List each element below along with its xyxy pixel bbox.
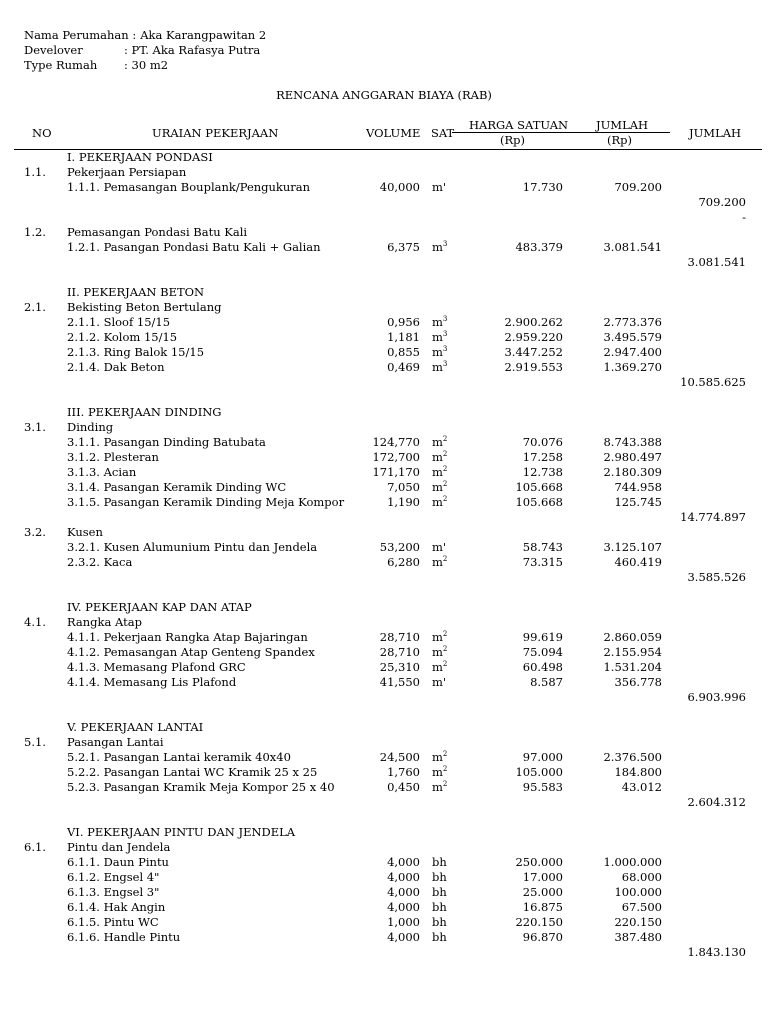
header-uraian: URAIAN PEKERJAAN <box>152 126 279 140</box>
item-unit-price: 105.668 <box>515 480 563 494</box>
header-volume: VOLUME <box>366 126 421 140</box>
item-unit: m' <box>432 540 447 554</box>
item-unit-price: 25.000 <box>522 885 563 899</box>
item-volume: 4,000 <box>387 900 420 914</box>
item-description: 6.1.3. Engsel 3" <box>67 885 160 899</box>
type-label: Type Rumah <box>24 58 98 72</box>
table-row <box>0 540 768 555</box>
header-sat: SAT <box>431 126 455 140</box>
section-total: 1.843.130 <box>687 945 746 959</box>
item-number: 5.1. <box>24 735 46 749</box>
item-amount: 220.150 <box>614 915 662 929</box>
item-volume: 4,000 <box>387 855 420 869</box>
developer-label: Develover <box>24 43 83 57</box>
table-row <box>0 285 768 300</box>
table-row <box>0 765 768 780</box>
table-row <box>0 360 768 375</box>
item-description: 5.2.3. Pasangan Kramik Meja Kompor 25 x 40 <box>67 780 335 794</box>
page-title: RENCANA ANGGARAN BIAYA (RAB) <box>276 88 492 102</box>
item-unit: $m^2$ <box>432 630 448 644</box>
item-description: 4.1.1. Pekerjaan Rangka Atap Bajaringan <box>67 630 308 644</box>
item-amount: 8.743.388 <box>603 435 662 449</box>
subtotal-row <box>0 195 768 210</box>
item-number: 3.2. <box>24 525 46 539</box>
item-unit-price: 96.870 <box>522 930 563 944</box>
item-description: 2.1.1. Sloof 15/15 <box>67 315 171 329</box>
item-volume: 4,000 <box>387 930 420 944</box>
table-row <box>0 780 768 795</box>
table-row <box>0 495 768 510</box>
table-row <box>0 735 768 750</box>
item-description: 2.1.2. Kolom 15/15 <box>67 330 178 344</box>
item-number: 3.1. <box>24 420 46 434</box>
item-amount: 68.000 <box>621 870 662 884</box>
item-amount: 2.180.309 <box>603 465 662 479</box>
table-row <box>0 900 768 915</box>
item-description: Rangka Atap <box>67 615 142 629</box>
item-unit: bh <box>432 915 447 929</box>
item-unit-price: 75.094 <box>522 645 563 659</box>
item-amount: 1.000.000 <box>603 855 662 869</box>
item-description: 1.2.1. Pasangan Pondasi Batu Kali + Galian <box>67 240 321 254</box>
table-header <box>0 118 768 148</box>
item-volume: 1,181 <box>387 330 420 344</box>
item-unit: $m^2$ <box>432 660 448 674</box>
subtotal-row <box>0 795 768 810</box>
table-row <box>0 180 768 195</box>
section-total: 709.200 <box>698 195 746 209</box>
item-volume: 6,280 <box>387 555 420 569</box>
item-amount: 3.081.541 <box>603 240 662 254</box>
table-row <box>0 270 768 285</box>
item-unit-price: 95.583 <box>522 780 563 794</box>
project-info <box>24 28 266 73</box>
table-row <box>0 405 768 420</box>
header-jumlah: JUMLAH <box>596 118 649 132</box>
item-number: 4.1. <box>24 615 46 629</box>
table-row <box>0 240 768 255</box>
table-row <box>0 645 768 660</box>
section-total: 14.774.897 <box>680 510 746 524</box>
item-number: 2.1. <box>24 300 46 314</box>
item-unit: bh <box>432 900 447 914</box>
item-description: VI. PEKERJAAN PINTU DAN JENDELA <box>67 825 296 839</box>
item-description: 5.2.2. Pasangan Lantai WC Kramik 25 x 25 <box>67 765 318 779</box>
item-volume: 41,550 <box>379 675 420 689</box>
item-volume: 124,770 <box>372 435 420 449</box>
table-row <box>0 315 768 330</box>
item-unit: bh <box>432 855 447 869</box>
item-unit: $m^2$ <box>432 435 448 449</box>
table-row <box>0 150 768 165</box>
table-row <box>0 720 768 735</box>
item-volume: 40,000 <box>379 180 420 194</box>
item-unit: $m^3$ <box>432 315 448 329</box>
table-row <box>0 555 768 570</box>
header-harga-unit: (Rp) <box>500 133 525 147</box>
type-value: : 30 m2 <box>124 58 169 72</box>
item-unit-price: 58.743 <box>522 540 563 554</box>
item-volume: 6,375 <box>387 240 420 254</box>
subtotal-row <box>0 945 768 960</box>
item-amount: 67.500 <box>621 900 662 914</box>
item-amount: 460.419 <box>614 555 662 569</box>
item-unit-price: 105.668 <box>515 495 563 509</box>
item-description: Pintu dan Jendela <box>67 840 171 854</box>
item-unit: $m^3$ <box>432 345 448 359</box>
item-unit-price: 12.738 <box>522 465 563 479</box>
item-unit-price: 17.000 <box>522 870 563 884</box>
item-unit: $m^2$ <box>432 765 448 779</box>
item-unit-price: 99.619 <box>522 630 563 644</box>
rab-table-body <box>0 150 768 960</box>
item-description: 6.1.2. Engsel 4" <box>67 870 160 884</box>
table-row <box>0 840 768 855</box>
table-row <box>0 810 768 825</box>
item-unit-price: 483.379 <box>515 240 563 254</box>
subtotal-row <box>0 570 768 585</box>
subtotal-row <box>0 510 768 525</box>
table-row <box>0 885 768 900</box>
item-unit: $m^3$ <box>432 240 448 254</box>
item-volume: 0,469 <box>387 360 420 374</box>
item-unit-price: 17.730 <box>522 180 563 194</box>
item-volume: 28,710 <box>379 645 420 659</box>
table-row <box>0 465 768 480</box>
item-volume: 0,855 <box>387 345 420 359</box>
item-unit-price: 105.000 <box>515 765 563 779</box>
nama-value: Aka Karangpawitan 2 <box>140 28 267 42</box>
item-description: 2.1.3. Ring Balok 15/15 <box>67 345 205 359</box>
item-unit-price: 3.447.252 <box>504 345 563 359</box>
item-unit: $m^2$ <box>432 480 448 494</box>
item-volume: 4,000 <box>387 870 420 884</box>
item-description: II. PEKERJAAN BETON <box>67 285 205 299</box>
item-description: 5.2.1. Pasangan Lantai keramik 40x40 <box>67 750 291 764</box>
item-number: 1.1. <box>24 165 46 179</box>
item-description: III. PEKERJAAN DINDING <box>67 405 222 419</box>
table-row <box>0 855 768 870</box>
item-volume: 171,170 <box>372 465 420 479</box>
item-unit-price: 73.315 <box>522 555 563 569</box>
item-amount: 744.958 <box>614 480 662 494</box>
item-unit: $m^2$ <box>432 450 448 464</box>
table-row <box>0 165 768 180</box>
table-row <box>0 330 768 345</box>
item-unit: $m^3$ <box>432 330 448 344</box>
nama-label: Nama Perumahan : <box>24 28 137 42</box>
item-description: I. PEKERJAAN PONDASI <box>67 150 213 164</box>
item-unit-price: 97.000 <box>522 750 563 764</box>
item-description: Dinding <box>67 420 114 434</box>
item-volume: 1,760 <box>387 765 420 779</box>
table-row <box>0 915 768 930</box>
table-row <box>0 825 768 840</box>
item-unit: bh <box>432 870 447 884</box>
item-description: 6.1.4. Hak Angin <box>67 900 166 914</box>
item-unit: $m^2$ <box>432 465 448 479</box>
item-unit: $m^2$ <box>432 645 448 659</box>
item-volume: 1,000 <box>387 915 420 929</box>
section-total: 6.903.996 <box>687 690 746 704</box>
item-description: 1.1.1. Pemasangan Bouplank/Pengukuran <box>67 180 311 194</box>
table-row <box>0 345 768 360</box>
item-unit-price: 17.258 <box>522 450 563 464</box>
item-amount: 184.800 <box>614 765 662 779</box>
item-unit: $m^2$ <box>432 750 448 764</box>
item-volume: 7,050 <box>387 480 420 494</box>
subtotal-row <box>0 255 768 270</box>
item-description: 6.1.1. Daun Pintu <box>67 855 169 869</box>
item-unit: $m^3$ <box>432 360 448 374</box>
subtotal-row <box>0 690 768 705</box>
section-total: 3.081.541 <box>687 255 746 269</box>
item-description: 4.1.3. Memasang Plafond GRC <box>67 660 246 674</box>
item-description: 4.1.2. Pemasangan Atap Genteng Spandex <box>67 645 315 659</box>
item-amount: 709.200 <box>614 180 662 194</box>
item-unit-price: 2.919.553 <box>504 360 563 374</box>
item-description: 6.1.6. Handle Pintu <box>67 930 181 944</box>
table-row <box>0 300 768 315</box>
item-unit-price: 250.000 <box>515 855 563 869</box>
table-row <box>0 225 768 240</box>
item-amount: 100.000 <box>614 885 662 899</box>
item-unit-price: 70.076 <box>522 435 563 449</box>
item-amount: 2.947.400 <box>603 345 662 359</box>
item-volume: 28,710 <box>379 630 420 644</box>
header-no: NO <box>32 126 52 140</box>
item-unit: m' <box>432 180 447 194</box>
table-row <box>0 750 768 765</box>
item-description: Pekerjaan Persiapan <box>67 165 187 179</box>
item-unit: m' <box>432 675 447 689</box>
table-row <box>0 480 768 495</box>
item-unit: $m^2$ <box>432 780 448 794</box>
item-volume: 25,310 <box>379 660 420 674</box>
item-amount: 1.531.204 <box>603 660 662 674</box>
item-volume: 1,190 <box>387 495 420 509</box>
item-number: 1.2. <box>24 225 46 239</box>
item-description: 3.1.5. Pasangan Keramik Dinding Meja Kompor <box>67 495 345 509</box>
item-volume: 53,200 <box>379 540 420 554</box>
section-total: 2.604.312 <box>687 795 746 809</box>
item-volume: 4,000 <box>387 885 420 899</box>
header-divider <box>452 132 670 133</box>
item-amount: 2.773.376 <box>603 315 662 329</box>
table-row <box>0 930 768 945</box>
item-unit: $m^2$ <box>432 555 448 569</box>
item-amount: 125.745 <box>614 495 662 509</box>
item-description: 2.1.4. Dak Beton <box>67 360 165 374</box>
header-jumlah-unit: (Rp) <box>607 133 632 147</box>
developer-value: : PT. Aka Rafasya Putra <box>124 43 261 57</box>
item-volume: 172,700 <box>372 450 420 464</box>
table-row <box>0 525 768 540</box>
item-amount: 2.155.954 <box>603 645 662 659</box>
item-description: Bekisting Beton Bertulang <box>67 300 222 314</box>
item-description: 2.3.2. Kaca <box>67 555 133 569</box>
item-unit-price: 2.959.220 <box>504 330 563 344</box>
item-unit-price: 16.875 <box>522 900 563 914</box>
table-row <box>0 675 768 690</box>
table-row <box>0 450 768 465</box>
item-unit-price: 60.498 <box>522 660 563 674</box>
item-amount: 356.778 <box>614 675 662 689</box>
section-total: 3.585.526 <box>687 570 746 584</box>
item-description: 3.1.4. Pasangan Keramik Dinding WC <box>67 480 287 494</box>
subtotal-row <box>0 210 768 225</box>
item-description: V. PEKERJAAN LANTAI <box>67 720 204 734</box>
table-row <box>0 630 768 645</box>
item-amount: 2.376.500 <box>603 750 662 764</box>
item-description: IV. PEKERJAAN KAP DAN ATAP <box>67 600 252 614</box>
item-description: Pemasangan Pondasi Batu Kali <box>67 225 248 239</box>
item-description: 3.1.1. Pasangan Dinding Batubata <box>67 435 266 449</box>
item-unit-price: 220.150 <box>515 915 563 929</box>
item-unit: bh <box>432 930 447 944</box>
section-total: - <box>742 210 746 224</box>
item-unit-price: 2.900.262 <box>504 315 563 329</box>
table-row <box>0 390 768 405</box>
table-row <box>0 615 768 630</box>
item-description: Pasangan Lantai <box>67 735 164 749</box>
table-row <box>0 870 768 885</box>
item-amount: 3.125.107 <box>603 540 662 554</box>
item-description: Kusen <box>67 525 103 539</box>
item-description: 6.1.5. Pintu WC <box>67 915 159 929</box>
item-description: 3.1.2. Plesteran <box>67 450 159 464</box>
item-amount: 387.480 <box>614 930 662 944</box>
item-unit: $m^2$ <box>432 495 448 509</box>
item-volume: 24,500 <box>379 750 420 764</box>
item-description: 3.1.3. Acian <box>67 465 137 479</box>
section-total: 10.585.625 <box>680 375 746 389</box>
table-row <box>0 435 768 450</box>
table-row <box>0 660 768 675</box>
table-row <box>0 705 768 720</box>
item-amount: 3.495.579 <box>603 330 662 344</box>
header-harga-satuan: HARGA SATUAN <box>469 118 569 132</box>
subtotal-row <box>0 375 768 390</box>
item-unit-price: 8.587 <box>530 675 563 689</box>
item-number: 6.1. <box>24 840 46 854</box>
item-amount: 2.860.059 <box>603 630 662 644</box>
item-amount: 2.980.497 <box>603 450 662 464</box>
item-unit: bh <box>432 885 447 899</box>
item-volume: 0,450 <box>387 780 420 794</box>
header-jumlah-total: JUMLAH <box>689 126 742 140</box>
item-amount: 1.369.270 <box>603 360 662 374</box>
item-description: 3.2.1. Kusen Alumunium Pintu dan Jendela <box>67 540 318 554</box>
table-row <box>0 600 768 615</box>
table-row <box>0 585 768 600</box>
item-volume: 0,956 <box>387 315 420 329</box>
table-row <box>0 420 768 435</box>
item-description: 4.1.4. Memasang Lis Plafond <box>67 675 237 689</box>
item-amount: 43.012 <box>621 780 662 794</box>
